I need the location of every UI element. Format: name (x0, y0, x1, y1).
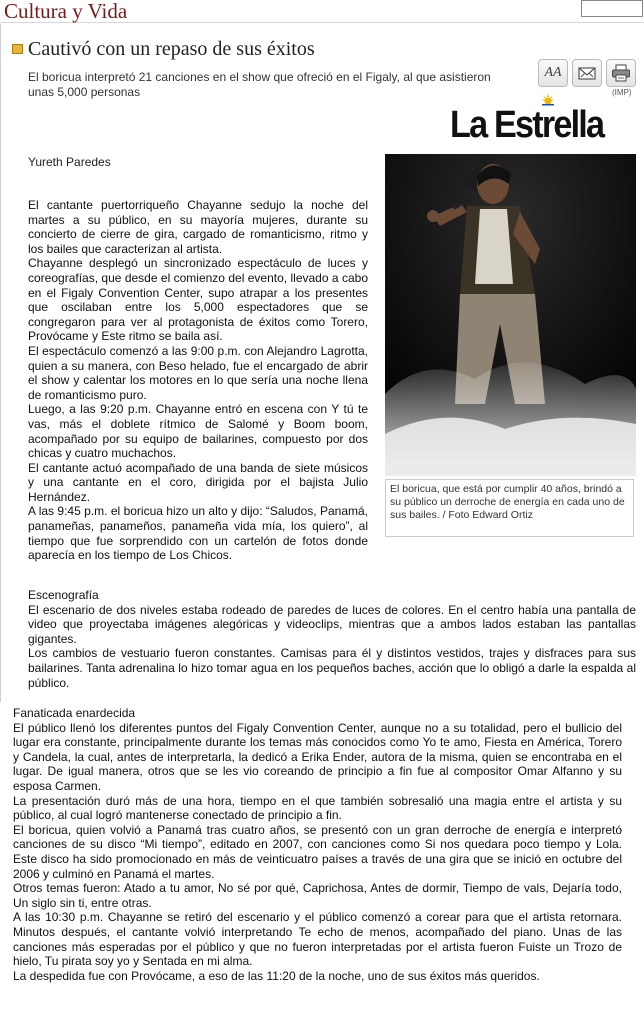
publication-logo (450, 92, 630, 148)
singer-illustration (385, 154, 636, 476)
paragraph: Chayanne desplegó un sincronizado espectáculo de luces y coreografías, que desde el comienzo del evento, llevado a cabo en el Figaly Convention Center, supo atrapar a los presentes que oscilaban entre los 5,000 espectadores que se congregaron para ver al protagonista de éxitos como Torero, Provócame y Este ritmo se baila así. (28, 256, 368, 344)
bullet-icon (12, 44, 23, 54)
article-body-wide (28, 588, 636, 690)
article-lede: El boricua interpretó 21 canciones en el show que ofreció en el Figaly, al que asistieron unas 5,000 personas (28, 70, 491, 99)
paragraph: El espectáculo comenzó a las 9:00 p.m. con Alejandro Lagrotta, quien a su manera, con Beso helado, fue el encargado de abrir el show y calentar los motores en lo que sería una noche llena de romanticismo puro. (28, 343, 368, 402)
concert-photo (385, 154, 636, 476)
paragraph: El cantante actuó acompañado de una banda de siete músicos y una cantante en el coro, dirigida por el bajista Julio Hernández. (28, 460, 368, 504)
paragraph: La despedida fue con Provócame, a eso de las 11:20 de la noche, uno de sus éxitos más queridos. (13, 968, 540, 983)
article-body-full (13, 706, 622, 983)
paragraph: El boricua, quien volvió a Panamá tras cuatro años, se presentó con un gran derroche de energía e interpretó canciones de su disco “Mi tiempo”, editado en 2007, con canciones como Si nos quedara poco tiempo y Lola. Este disco ha sido promocionado en más de veinticuatro países a través de una gira que se inició en octubre del 2006 y culminó en Panamá el martes. (13, 822, 622, 881)
subhead: Escenografía (28, 588, 99, 602)
paragraph: Luego, a las 9:20 p.m. Chayanne entró en escena con Y tú te vas, más el doblete rítmico de Salomé y Boom boom, acompañado por su equipo de bailarines, compuesto por dos chicas y cuatro muchachos. (28, 402, 368, 461)
email-icon (578, 65, 596, 81)
paragraph: El escenario de dos niveles estaba rodeado de paredes de luces de colores. En el centro había una pantalla de video que proyectaba imágenes alegóricas y videoclips, mientras que a ambos lados estaban las pantallas gigantes. (28, 602, 636, 646)
paragraph: Los cambios de vestuario fueron constantes. Camisas para él y distintos vestidos, trajes y disfraces para sus bailarines. Tanta adrenalina lo hizo tomar agua en los pequeños baches, acción que lo obligó a darle la espalda al público. (28, 646, 636, 690)
paragraph: El público llenó los diferentes puntos del Figaly Convention Center, aunque no a su totalidad, pero el bullicio del lugar era constante, principalmente durante los temas más conocidos como Yo te amo, Fiesta en América, Torero y Candela, la cual, antes de interpretarla, la dedicó a Erika Ender, autora de la misma, quien se encontraba en el lugar. De igual manera, otros que se les vio coreando de principio a fin fue al compositor Omar Alfanno y su esposa Carmen. (13, 720, 622, 793)
section-header (0, 0, 644, 23)
photo-caption: El boricua, que está por cumplir 40 años, brindó a su público un derroche de energía en cada uno de sus bailes. / Foto Edward Ortiz (385, 479, 634, 537)
article-author: Yureth Paredes (28, 155, 111, 169)
print-button[interactable] (606, 59, 636, 87)
email-button[interactable] (572, 59, 602, 87)
article-headline: Cautivó con un repaso de sus éxitos (28, 38, 315, 60)
paragraph: El cantante puertorriqueño Chayanne sedujo la noche del martes a su público, en su mayoría mujeres, durante su concierto de cierre de gira, cargado de romanticismo, ritmo y los bailes que caracterizan al artista. (28, 198, 368, 256)
paragraph: A las 9:45 p.m. el boricua hizo un alto y dijo: “Saludos, Panamá, panameñas, panameños, panameña vida mía, los quiero”, al tiempo que fue sorprendido con un cartelón de fotos donde aparecía en los tiempo de Los Chicos. (28, 504, 368, 563)
paragraph: A las 10:30 p.m. Chayanne se retiró del escenario y el público comenzó a corear para que el artista retornara. Minutos después, el cantante volvió interpretando Te echo de menos, acompañado del piano. Unas de las canciones más esperadas por el público y que no fueron interpretadas por el artista fueron Fuiste un Trozo de hielo, Tu pirata soy yo y Sentada en mi alma. (13, 910, 622, 969)
paragraph: La presentación duró más de una hora, tiempo en el que también sobresalió una magia entre el artista y su público, al cual logró mantenerse conectado de principio a fin. (13, 793, 622, 823)
print-label: (IMP) (612, 88, 632, 97)
print-icon (611, 64, 631, 82)
font-size-icon: AA (544, 65, 562, 80)
section-title: Cultura y Vida (4, 0, 128, 23)
paragraph: Otros temas fueron: Atado a tu amor, No sé por qué, Caprichosa, Antes de dormir, Tiempo de vals, Dejaría todo, Un siglo sin ti, entre otras. (13, 881, 622, 910)
publication-name: La Estrella (450, 104, 604, 146)
article-body-column (28, 198, 368, 563)
search-input[interactable] (581, 0, 643, 17)
font-size-button[interactable] (538, 59, 568, 87)
subhead: Fanaticada enardecida (13, 706, 136, 720)
left-divider (0, 24, 1, 702)
